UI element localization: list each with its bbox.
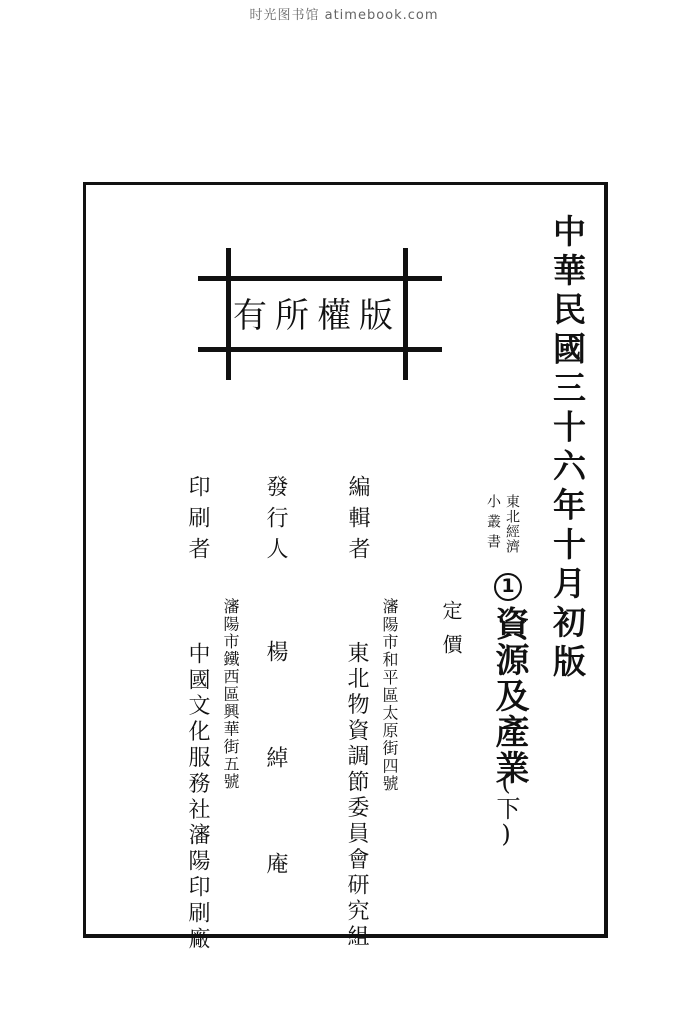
book-title: 資源及產業 [489,606,529,786]
editor-address: 瀋陽市和平區太原街四號 [380,598,399,793]
copyright-box-left-line [226,248,231,380]
editor-label: 編輯者 [345,475,370,568]
copyright-box-right-line [403,248,408,380]
printer-name: 中國文化服務社瀋陽印刷廠 [185,642,210,953]
printer-address: 瀋陽市鐵西區興華街五號 [221,598,240,791]
series-number-badge: 1 [494,573,522,601]
printer-label: 印刷者 [185,475,210,568]
series-label-line2: 小叢書 [485,494,501,554]
publisher-name: 楊綽庵 [263,640,288,958]
series-label-line1: 東北經濟 [504,494,520,554]
volume-label: (下) [492,768,520,848]
editor-name: 東北物資調節委員會研究組 [344,641,369,951]
publisher-label: 發行人 [263,475,288,568]
watermark: 时光图书馆 atimebook.com [249,8,439,23]
copyright-text: 版權所有 [233,296,401,336]
publication-date: 中華民國三十六年十月初版 [548,214,587,684]
price-label: 定價 [439,600,463,668]
